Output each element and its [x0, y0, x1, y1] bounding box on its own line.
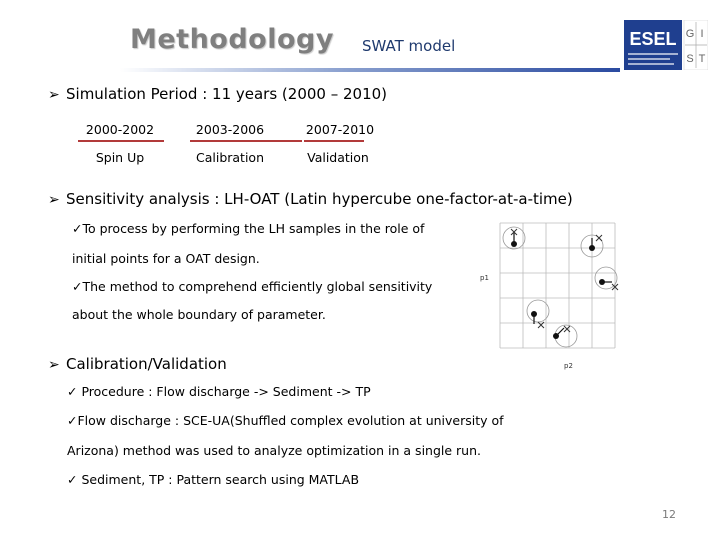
svg-text:I: I: [700, 28, 704, 40]
sensitivity-text: about the whole boundary of parameter.: [72, 307, 326, 322]
check-icon: ✓: [72, 279, 83, 294]
sensitivity-text: ✓To process by performing the LH samples in the role of: [72, 221, 425, 236]
svg-text:ESEL: ESEL: [629, 29, 677, 49]
esel-gist-logo: [624, 20, 708, 70]
sensitivity-text: initial points for a OAT design.: [72, 251, 260, 266]
calibration-text: ✓ Sediment, TP : Pattern search using MATLAB: [67, 472, 360, 487]
calibration-text: Arizona) method was used to analyze optimization in a single run.: [67, 443, 481, 458]
period-years: 2007-2010: [305, 122, 375, 137]
check-icon: ✓: [67, 384, 78, 399]
period-underline: [190, 140, 302, 142]
sensitivity-heading: ➢ Sensitivity analysis : LH-OAT (Latin hypercube one-factor-at-a-time): [48, 190, 573, 208]
check-icon: ✓: [72, 221, 83, 236]
figure-xlabel: p2: [564, 362, 573, 370]
figure-ylabel: p1: [480, 274, 489, 282]
page-title: Methodology: [130, 24, 334, 55]
period-underline: [304, 140, 364, 142]
svg-text:S: S: [686, 53, 694, 65]
check-icon: ✓: [67, 472, 78, 487]
svg-text:T: T: [698, 53, 706, 65]
svg-text:G: G: [685, 28, 695, 40]
header-divider: [120, 68, 620, 72]
page-subtitle: SWAT model: [362, 37, 456, 55]
calibration-text: ✓ Procedure : Flow discharge -> Sediment -> TP: [67, 384, 371, 399]
sensitivity-text: ✓The method to comprehend efficiently global sensitivity: [72, 279, 433, 294]
arrow-bullet-icon: ➢: [48, 357, 60, 373]
arrow-bullet-icon: ➢: [48, 87, 60, 103]
period-years: 2000-2002: [85, 122, 155, 137]
period-label: Spin Up: [95, 150, 145, 165]
simulation-heading: ➢ Simulation Period : 11 years (2000 – 2010): [48, 85, 388, 103]
lh-oat-figure: [478, 218, 638, 378]
period-label: Validation: [307, 150, 369, 165]
period-underline: [78, 140, 164, 142]
calibration-text: ✓Flow discharge : SCE-UA(Shuffled complex evolution at university of: [67, 413, 504, 428]
period-years: 2003-2006: [195, 122, 265, 137]
period-label: Calibration: [195, 150, 264, 165]
calibration-heading: ➢ Calibration/Validation: [48, 355, 227, 373]
check-icon: ✓: [67, 413, 78, 428]
page-number: 12: [662, 508, 676, 521]
arrow-bullet-icon: ➢: [48, 192, 60, 208]
